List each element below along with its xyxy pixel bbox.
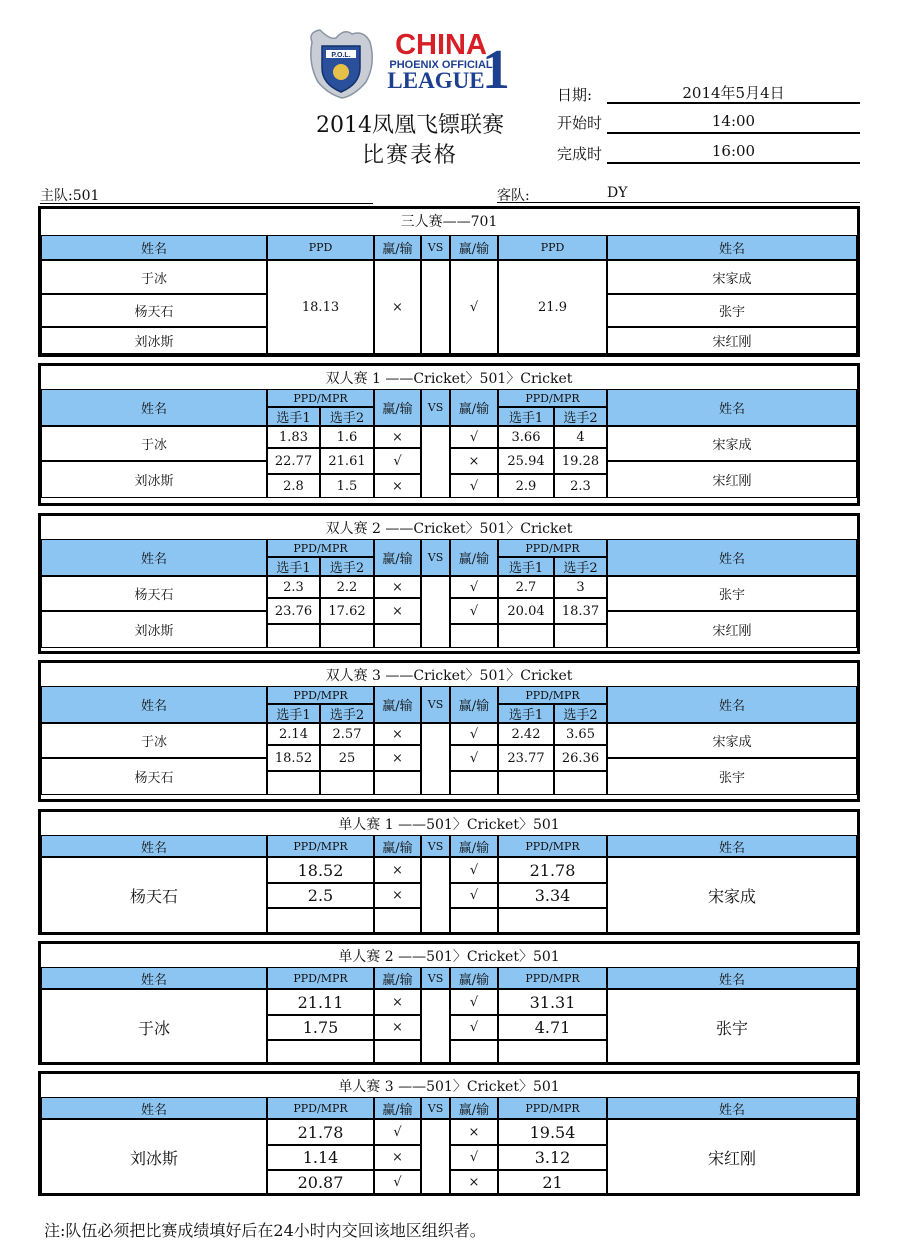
home-result-cell[interactable]: √ bbox=[374, 1170, 421, 1195]
home-result-cell[interactable]: √ bbox=[374, 448, 421, 474]
home-result-header: 赢/输 bbox=[374, 967, 421, 989]
away-ppdmpr-header: PPD/MPR bbox=[498, 835, 607, 857]
section-title: 单人赛 1 ——501〉Cricket〉501 bbox=[338, 817, 560, 833]
home-player-cell[interactable]: 杨天石 bbox=[41, 294, 267, 327]
section-title: 双人赛 1 ——Cricket〉501〉Cricket bbox=[325, 371, 573, 387]
home-result-cell[interactable] bbox=[374, 1040, 421, 1065]
home-result-cell[interactable]: × bbox=[374, 474, 421, 498]
vs-header: VS bbox=[421, 539, 450, 576]
vs-header: VS bbox=[421, 389, 450, 426]
home-team-field[interactable]: 主队:501 bbox=[40, 185, 373, 204]
home-p1-score-cell[interactable]: 2.3 bbox=[267, 576, 320, 598]
home-result-header: 赢/输 bbox=[374, 835, 421, 857]
section-title: 单人赛 2 ——501〉Cricket〉501 bbox=[338, 949, 560, 965]
away-result-cell[interactable]: √ bbox=[450, 883, 498, 908]
home-name-header: 姓名 bbox=[41, 1097, 267, 1119]
document-subtitle: 比赛表格 bbox=[361, 143, 458, 168]
end-time-label: 完成时 bbox=[557, 145, 603, 163]
home-name-header: 姓名 bbox=[41, 967, 267, 989]
section-title: 双人赛 3 ——Cricket〉501〉Cricket bbox=[325, 668, 573, 684]
home-ppdmpr-cell[interactable]: 18.52 bbox=[267, 857, 374, 883]
away-player-cell[interactable]: 宋家成 bbox=[607, 260, 857, 294]
home-ppdmpr-header: PPD/MPR bbox=[267, 539, 374, 557]
away-result-cell[interactable]: × bbox=[450, 448, 498, 474]
away-p1-score-cell[interactable] bbox=[498, 771, 554, 795]
away-player-cell[interactable]: 宋红刚 bbox=[607, 1119, 857, 1195]
away-result-cell[interactable]: × bbox=[450, 1119, 498, 1145]
singles-match-section-1 bbox=[38, 809, 860, 935]
away-ppdmpr-cell[interactable] bbox=[498, 1040, 607, 1065]
home-ppdmpr-cell[interactable]: 1.75 bbox=[267, 1015, 374, 1040]
vs-cell bbox=[421, 1119, 450, 1195]
away-p2-score-cell[interactable]: 3.65 bbox=[554, 723, 607, 745]
away-result-cell[interactable]: √ bbox=[450, 989, 498, 1015]
away-p1-score-cell[interactable]: 2.7 bbox=[498, 576, 554, 598]
logo-league-text: LEAGUE bbox=[387, 68, 485, 93]
home-player-cell[interactable]: 刘冰斯 bbox=[41, 461, 267, 498]
away-ppdmpr-header: PPD/MPR bbox=[498, 539, 607, 557]
home-ppdmpr-cell[interactable]: 1.14 bbox=[267, 1145, 374, 1170]
home-p2-score-cell[interactable]: 1.5 bbox=[320, 474, 374, 498]
vs-cell bbox=[421, 260, 450, 354]
away-player-cell[interactable]: 宋红刚 bbox=[607, 611, 857, 648]
away-p2-score-cell[interactable]: 19.28 bbox=[554, 448, 607, 474]
home-result-cell[interactable]: × bbox=[374, 598, 421, 624]
away-player-cell[interactable]: 宋家成 bbox=[607, 857, 857, 933]
home-name-header: 姓名 bbox=[41, 235, 267, 260]
home-result-cell[interactable]: × bbox=[374, 723, 421, 745]
start-time-field[interactable]: 14:00 bbox=[607, 112, 860, 134]
away-result-cell[interactable]: √ bbox=[450, 745, 498, 771]
home-player-cell[interactable]: 于冰 bbox=[41, 989, 267, 1065]
home-player2-header: 选手2 bbox=[320, 557, 374, 576]
home-name-header: 姓名 bbox=[41, 686, 267, 723]
home-result-header: 赢/输 bbox=[374, 389, 421, 426]
home-p2-score-cell[interactable]: 2.2 bbox=[320, 576, 374, 598]
section-title: 单人赛 3 ——501〉Cricket〉501 bbox=[338, 1079, 560, 1095]
home-player-cell[interactable]: 刘冰斯 bbox=[41, 327, 267, 354]
logo-phoenix-text: PHOENIX OFFICIAL bbox=[389, 59, 493, 71]
away-ppdmpr-cell[interactable]: 4.71 bbox=[498, 1015, 607, 1040]
away-player2-header: 选手2 bbox=[554, 704, 607, 723]
away-ppdmpr-cell[interactable] bbox=[498, 908, 607, 933]
doubles-match-section-1 bbox=[38, 363, 860, 506]
away-p2-score-cell[interactable]: 4 bbox=[554, 426, 607, 448]
home-p1-score-cell[interactable] bbox=[267, 624, 320, 648]
home-result-cell[interactable]: × bbox=[374, 1015, 421, 1040]
away-result-header: 赢/输 bbox=[450, 1097, 498, 1119]
home-player-cell[interactable]: 刘冰斯 bbox=[41, 1119, 267, 1195]
away-result-cell[interactable]: √ bbox=[450, 1015, 498, 1040]
away-team-underline bbox=[497, 202, 860, 203]
away-p2-score-cell[interactable]: 18.37 bbox=[554, 598, 607, 624]
logo-badge-text: P.O.L. bbox=[331, 52, 351, 59]
away-p1-score-cell[interactable]: 2.9 bbox=[498, 474, 554, 498]
away-p1-score-cell[interactable]: 3.66 bbox=[498, 426, 554, 448]
away-p2-score-cell[interactable]: 26.36 bbox=[554, 745, 607, 771]
away-team-value[interactable]: DY bbox=[607, 185, 628, 201]
home-result-header: 赢/输 bbox=[374, 686, 421, 723]
away-ppdmpr-cell[interactable]: 19.54 bbox=[498, 1119, 607, 1145]
home-p2-score-cell[interactable]: 17.62 bbox=[320, 598, 374, 624]
away-name-header: 姓名 bbox=[607, 1097, 857, 1119]
home-name-header: 姓名 bbox=[41, 539, 267, 576]
away-result-cell[interactable] bbox=[450, 908, 498, 933]
away-p2-score-cell[interactable]: 3 bbox=[554, 576, 607, 598]
home-player1-header: 选手1 bbox=[267, 557, 320, 576]
start-time-label: 开始时 bbox=[557, 114, 603, 132]
end-time-field[interactable]: 16:00 bbox=[607, 142, 860, 164]
away-result-header: 赢/输 bbox=[450, 389, 498, 426]
away-name-header: 姓名 bbox=[607, 539, 857, 576]
home-p1-score-cell[interactable]: 2.8 bbox=[267, 474, 320, 498]
away-result-cell[interactable]: √ bbox=[450, 857, 498, 883]
away-result-cell[interactable] bbox=[450, 771, 498, 795]
away-p1-score-cell[interactable]: 2.42 bbox=[498, 723, 554, 745]
footer-note: 注:队伍必须把比赛成绩填好后在24小时内交回该地区组织者。 bbox=[44, 1221, 486, 1240]
home-player-cell[interactable]: 于冰 bbox=[41, 260, 267, 294]
away-team-label: 客队: bbox=[497, 188, 530, 204]
away-name-header: 姓名 bbox=[607, 835, 857, 857]
home-p1-score-cell[interactable]: 18.52 bbox=[267, 745, 320, 771]
away-p2-score-cell[interactable]: 2.3 bbox=[554, 474, 607, 498]
away-player-cell[interactable]: 宋红刚 bbox=[607, 461, 857, 498]
logo-number-one: 1 bbox=[482, 39, 510, 101]
away-name-header: 姓名 bbox=[607, 967, 857, 989]
home-p2-score-cell[interactable]: 2.57 bbox=[320, 723, 374, 745]
home-p1-score-cell[interactable]: 1.83 bbox=[267, 426, 320, 448]
home-ppdmpr-header: PPD/MPR bbox=[267, 686, 374, 704]
away-ppdmpr-header: PPD/MPR bbox=[498, 1097, 607, 1119]
date-field[interactable]: 2014年5月4日 bbox=[607, 82, 860, 104]
away-player1-header: 选手1 bbox=[498, 704, 554, 723]
home-player2-header: 选手2 bbox=[320, 407, 374, 426]
section-title: 双人赛 2 ——Cricket〉501〉Cricket bbox=[325, 521, 573, 537]
away-ppd-header: PPD bbox=[498, 235, 607, 260]
league-logo bbox=[306, 24, 516, 102]
away-ppdmpr-header: PPD/MPR bbox=[498, 389, 607, 407]
home-p2-score-cell[interactable]: 25 bbox=[320, 745, 374, 771]
away-p1-score-cell[interactable]: 23.77 bbox=[498, 745, 554, 771]
home-result-cell[interactable]: × bbox=[374, 1145, 421, 1170]
singles-match-section-3 bbox=[38, 1071, 860, 1196]
section-title: 三人赛——701 bbox=[400, 214, 498, 230]
document-title: 2014凤凰飞镖联赛 bbox=[316, 113, 504, 138]
home-result-header: 赢/输 bbox=[374, 1097, 421, 1119]
home-result-cell[interactable]: × bbox=[374, 745, 421, 771]
vs-cell bbox=[421, 426, 450, 498]
home-player-cell[interactable]: 刘冰斯 bbox=[41, 611, 267, 648]
vs-cell bbox=[421, 723, 450, 795]
away-result-cell[interactable]: √ bbox=[450, 576, 498, 598]
vs-cell bbox=[421, 989, 450, 1065]
away-ppdmpr-cell[interactable]: 21.78 bbox=[498, 857, 607, 883]
home-player1-header: 选手1 bbox=[267, 407, 320, 426]
away-ppdmpr-cell[interactable]: 3.34 bbox=[498, 883, 607, 908]
home-result-cell[interactable]: × bbox=[374, 260, 421, 354]
home-ppdmpr-header: PPD/MPR bbox=[267, 1097, 374, 1119]
away-result-cell[interactable]: × bbox=[450, 1170, 498, 1195]
home-player1-header: 选手1 bbox=[267, 704, 320, 723]
away-player2-header: 选手2 bbox=[554, 557, 607, 576]
home-p2-score-cell[interactable] bbox=[320, 624, 374, 648]
away-player-cell[interactable]: 宋家成 bbox=[607, 426, 857, 461]
home-ppdmpr-cell[interactable]: 20.87 bbox=[267, 1170, 374, 1195]
home-result-cell[interactable]: √ bbox=[374, 1119, 421, 1145]
home-ppdmpr-header: PPD/MPR bbox=[267, 967, 374, 989]
doubles-match-section-3 bbox=[38, 660, 860, 802]
home-ppdmpr-cell[interactable]: 21.11 bbox=[267, 989, 374, 1015]
away-player2-header: 选手2 bbox=[554, 407, 607, 426]
away-result-cell[interactable] bbox=[450, 1040, 498, 1065]
home-name-header: 姓名 bbox=[41, 389, 267, 426]
away-p1-score-cell[interactable]: 20.04 bbox=[498, 598, 554, 624]
home-ppdmpr-cell[interactable]: 21.78 bbox=[267, 1119, 374, 1145]
home-player-cell[interactable]: 杨天石 bbox=[41, 576, 267, 611]
away-ppdmpr-cell[interactable]: 31.31 bbox=[498, 989, 607, 1015]
away-result-cell[interactable]: √ bbox=[450, 474, 498, 498]
away-p1-score-cell[interactable]: 25.94 bbox=[498, 448, 554, 474]
away-ppdmpr-cell[interactable]: 3.12 bbox=[498, 1145, 607, 1170]
vs-header: VS bbox=[421, 1097, 450, 1119]
home-result-cell[interactable]: × bbox=[374, 426, 421, 448]
home-result-header: 赢/输 bbox=[374, 539, 421, 576]
home-p2-score-cell[interactable] bbox=[320, 771, 374, 795]
away-ppdmpr-cell[interactable]: 21 bbox=[498, 1170, 607, 1195]
home-ppdmpr-header: PPD/MPR bbox=[267, 389, 374, 407]
vs-cell bbox=[421, 857, 450, 933]
home-ppdmpr-header: PPD/MPR bbox=[267, 835, 374, 857]
away-player-cell[interactable]: 张宇 bbox=[607, 576, 857, 611]
vs-cell bbox=[421, 576, 450, 648]
away-result-header: 赢/输 bbox=[450, 967, 498, 989]
away-ppd-cell[interactable]: 21.9 bbox=[498, 260, 607, 354]
away-player-cell[interactable]: 宋家成 bbox=[607, 723, 857, 758]
away-player1-header: 选手1 bbox=[498, 407, 554, 426]
home-ppdmpr-cell[interactable] bbox=[267, 908, 374, 933]
home-name-header: 姓名 bbox=[41, 835, 267, 857]
home-p1-score-cell[interactable]: 23.76 bbox=[267, 598, 320, 624]
home-ppd-cell[interactable]: 18.13 bbox=[267, 260, 374, 354]
home-result-cell[interactable]: × bbox=[374, 989, 421, 1015]
home-result-cell[interactable]: × bbox=[374, 576, 421, 598]
home-p1-score-cell[interactable]: 2.14 bbox=[267, 723, 320, 745]
home-p2-score-cell[interactable]: 21.61 bbox=[320, 448, 374, 474]
away-result-header: 赢/输 bbox=[450, 539, 498, 576]
home-result-cell[interactable] bbox=[374, 771, 421, 795]
away-result-cell[interactable]: √ bbox=[450, 723, 498, 745]
vs-header: VS bbox=[421, 235, 450, 260]
home-p2-score-cell[interactable]: 1.6 bbox=[320, 426, 374, 448]
away-name-header: 姓名 bbox=[607, 235, 857, 260]
away-name-header: 姓名 bbox=[607, 389, 857, 426]
away-ppdmpr-header: PPD/MPR bbox=[498, 686, 607, 704]
date-label: 日期: bbox=[557, 86, 593, 104]
doubles-match-section-2 bbox=[38, 513, 860, 654]
away-result-cell[interactable] bbox=[450, 624, 498, 648]
away-player-cell[interactable]: 张宇 bbox=[607, 294, 857, 327]
home-p1-score-cell[interactable] bbox=[267, 771, 320, 795]
away-player-cell[interactable]: 张宇 bbox=[607, 758, 857, 795]
home-player-cell[interactable]: 杨天石 bbox=[41, 758, 267, 795]
away-p2-score-cell[interactable] bbox=[554, 624, 607, 648]
home-player-cell[interactable]: 于冰 bbox=[41, 426, 267, 461]
singles-match-section-2 bbox=[38, 941, 860, 1065]
logo-china-text: CHINA bbox=[395, 29, 487, 61]
vs-header: VS bbox=[421, 835, 450, 857]
away-player1-header: 选手1 bbox=[498, 557, 554, 576]
away-player-cell[interactable]: 宋红刚 bbox=[607, 327, 857, 354]
away-result-cell[interactable]: √ bbox=[450, 426, 498, 448]
home-result-cell[interactable] bbox=[374, 908, 421, 933]
vs-header: VS bbox=[421, 967, 450, 989]
away-p1-score-cell[interactable] bbox=[498, 624, 554, 648]
triple-match-section bbox=[38, 206, 860, 357]
away-result-cell[interactable]: √ bbox=[450, 260, 498, 354]
away-name-header: 姓名 bbox=[607, 686, 857, 723]
home-ppdmpr-cell[interactable] bbox=[267, 1040, 374, 1065]
home-result-cell[interactable] bbox=[374, 624, 421, 648]
home-player-cell[interactable]: 杨天石 bbox=[41, 857, 267, 933]
away-player-cell[interactable]: 张宇 bbox=[607, 989, 857, 1065]
home-result-cell[interactable]: × bbox=[374, 883, 421, 908]
home-p1-score-cell[interactable]: 22.77 bbox=[267, 448, 320, 474]
away-p2-score-cell[interactable] bbox=[554, 771, 607, 795]
away-result-header: 赢/输 bbox=[450, 835, 498, 857]
home-player2-header: 选手2 bbox=[320, 704, 374, 723]
home-player-cell[interactable]: 于冰 bbox=[41, 723, 267, 758]
away-result-header: 赢/输 bbox=[450, 235, 498, 260]
away-result-cell[interactable]: √ bbox=[450, 1145, 498, 1170]
home-ppd-header: PPD bbox=[267, 235, 374, 260]
home-ppdmpr-cell[interactable]: 2.5 bbox=[267, 883, 374, 908]
away-result-cell[interactable]: √ bbox=[450, 598, 498, 624]
home-result-header: 赢/输 bbox=[374, 235, 421, 260]
home-result-cell[interactable]: × bbox=[374, 857, 421, 883]
away-result-header: 赢/输 bbox=[450, 686, 498, 723]
away-ppdmpr-header: PPD/MPR bbox=[498, 967, 607, 989]
vs-header: VS bbox=[421, 686, 450, 723]
